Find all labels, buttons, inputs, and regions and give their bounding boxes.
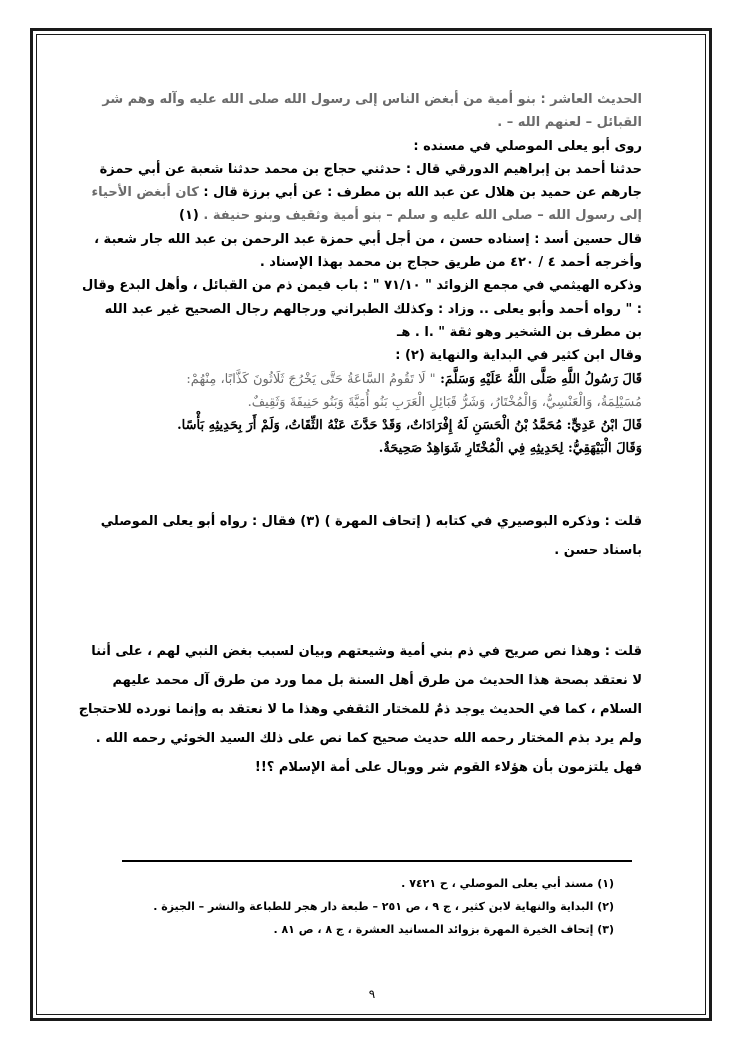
body-line	[112, 204, 642, 227]
paragraph-line: لا نعتقد بصحة هذا الحديث من طرق أهل السنة بل مما ورد من طرق آل محمد عليهم	[112, 672, 642, 688]
footnote-item: (٢) البداية والنهاية لابن كثير ، ج ٩ ، ص ٢٥١ – طبعة دار هجر للطباعة والنشر – الجيزة .	[153, 900, 614, 913]
paragraph-line: فهل يلتزمون بأن هؤلاء القوم شر ووبال على أمة الإسلام ؟!!	[254, 759, 642, 775]
paragraph-line: ولم يرد بذم المختار رحمه الله حديث صحيح كما نص على ذلك السيد الخوئي رحمه الله .	[95, 730, 642, 746]
body-line: القبائل – لعنهم الله – .	[497, 115, 642, 131]
body-line: الحديث العاشر : بنو أمية من أبغض الناس إلى رسول الله صلى الله عليه وآله وهم شر	[102, 92, 642, 107]
body-line: وقال ابن كثير في البداية والنهاية (٢) :	[395, 348, 642, 364]
body-line-gray-part: كان أبغض الأحياء	[91, 185, 199, 201]
footnote-divider	[122, 860, 632, 862]
hadith-line	[112, 368, 642, 391]
hadith-line-black-part: قَالَ رَسُولُ اللَّهِ صَلَّى اللَّهُ عَلَيْهِ وَسَلَّمَ:	[435, 371, 642, 387]
body-line-black-part: جارهم عن حميد بن هلال عن عبد الله بن مطرف : عن أبي برزة قال :	[198, 185, 642, 201]
hadith-line: وَقَالَ الْبَيْهَقِيُّ: لِحَدِيثِهِ فِي الْمُخْتَارِ شَوَاهِدُ صَحِيحَةٌ.	[378, 441, 642, 457]
body-line: : " رواه أحمد وأبو يعلى .. وزاد : وكذلك الطبراني ورجالهم رجال الصحيح غير عبد الله	[104, 301, 642, 317]
page-content	[78, 88, 642, 782]
paragraph-line: السلام ، كما في الحديث يوجد ذمٌ للمختار الثقفي وهذا ما لا نعتقد به وإنما نورده للاحتجاج	[78, 701, 642, 717]
footnote-item: (١) مسند أبي يعلى الموصلي ، ح ٧٤٢١ .	[401, 877, 614, 890]
hadith-line-gray-part: مُسَيْلِمَةُ، وَالْعَنْسِيُّ، وَالْمُخْتَارُ، وَشَرُّ قَبَائِلِ الْعَرَبِ بَنُو أُمَيَّةَ وَبَنُو حَنِيفَةَ وَثَقِيفٌ.	[247, 394, 642, 410]
paragraph-line: باسناد حسن .	[554, 542, 642, 558]
body-line: روى أبو يعلى الموصلي في مسنده :	[413, 138, 642, 154]
hadith-line	[112, 391, 642, 414]
body-section	[82, 88, 642, 368]
body-line	[91, 181, 642, 204]
footnotes	[150, 872, 614, 941]
paragraph-commentary	[78, 637, 642, 782]
paragraph-busiri	[100, 507, 642, 565]
paragraph-line: قلت : وهذا نص صريح في ذم بني أمية وشيعتهم وبيان لسبب بغض النبي لهم ، على أننا	[91, 643, 642, 659]
body-line: وأخرجه أحمد ٤ / ٤٢٠ من طريق حجاج بن محمد بهذا الإسناد .	[259, 255, 642, 271]
hadith-quote	[112, 368, 642, 461]
hadith-line-gray-part: " لَا تَقُومُ السَّاعَةُ حَتَّى يَخْرُجَ ثَلَاثُونَ كَذَّابًا، مِنْهُمْ:	[186, 371, 436, 387]
body-line: وذكره الهيثمي في مجمع الزوائد " ٧١/١٠ " : باب فيمن ذم من القبائل ، وأهل البدع وقال	[82, 278, 642, 294]
body-line: حدثنا أحمد بن إبراهيم الدورقي قال : حدثني حجاج بن محمد حدثنا شعبة عن أبي حمزة	[99, 161, 642, 177]
footnote-item: (٣) إتحاف الخيرة المهرة بزوائد المسانيد العشرة ، ج ٨ ، ص ٨١ .	[273, 923, 614, 936]
body-line: بن مطرف بن الشخير وهو ثقة " .ا . هـ	[396, 324, 642, 340]
footnote-ref: (١)	[179, 208, 199, 224]
paragraph-line: قلت : وذكره البوصيري في كتابه ( إتحاف المهرة ) (٣) فقال : رواه أبو يعلى الموصلي	[100, 513, 642, 529]
body-line-gray-part: إلى رسول الله – صلى الله عليه و سلم – بنو أمية وثقيف وبنو حنيفة .	[198, 208, 642, 224]
hadith-line: قَالَ ابْنُ عَدِيٍّ: مُحَمَّدُ بْنُ الْحَسَنِ لَهُ إِفْرَادَاتٌ، وَقَدْ حَدَّثَ عَنْهُ الثِّقَاتُ، وَلَمْ أَرَ بِحَدِيثِهِ بَأْسًا.	[177, 418, 642, 434]
body-line: قال حسين أسد : إسناده حسن ، من أجل أبي حمزة عبد الرحمن بن عبد الله جار شعبة ،	[94, 231, 642, 247]
page-number: ٩	[368, 987, 376, 1001]
